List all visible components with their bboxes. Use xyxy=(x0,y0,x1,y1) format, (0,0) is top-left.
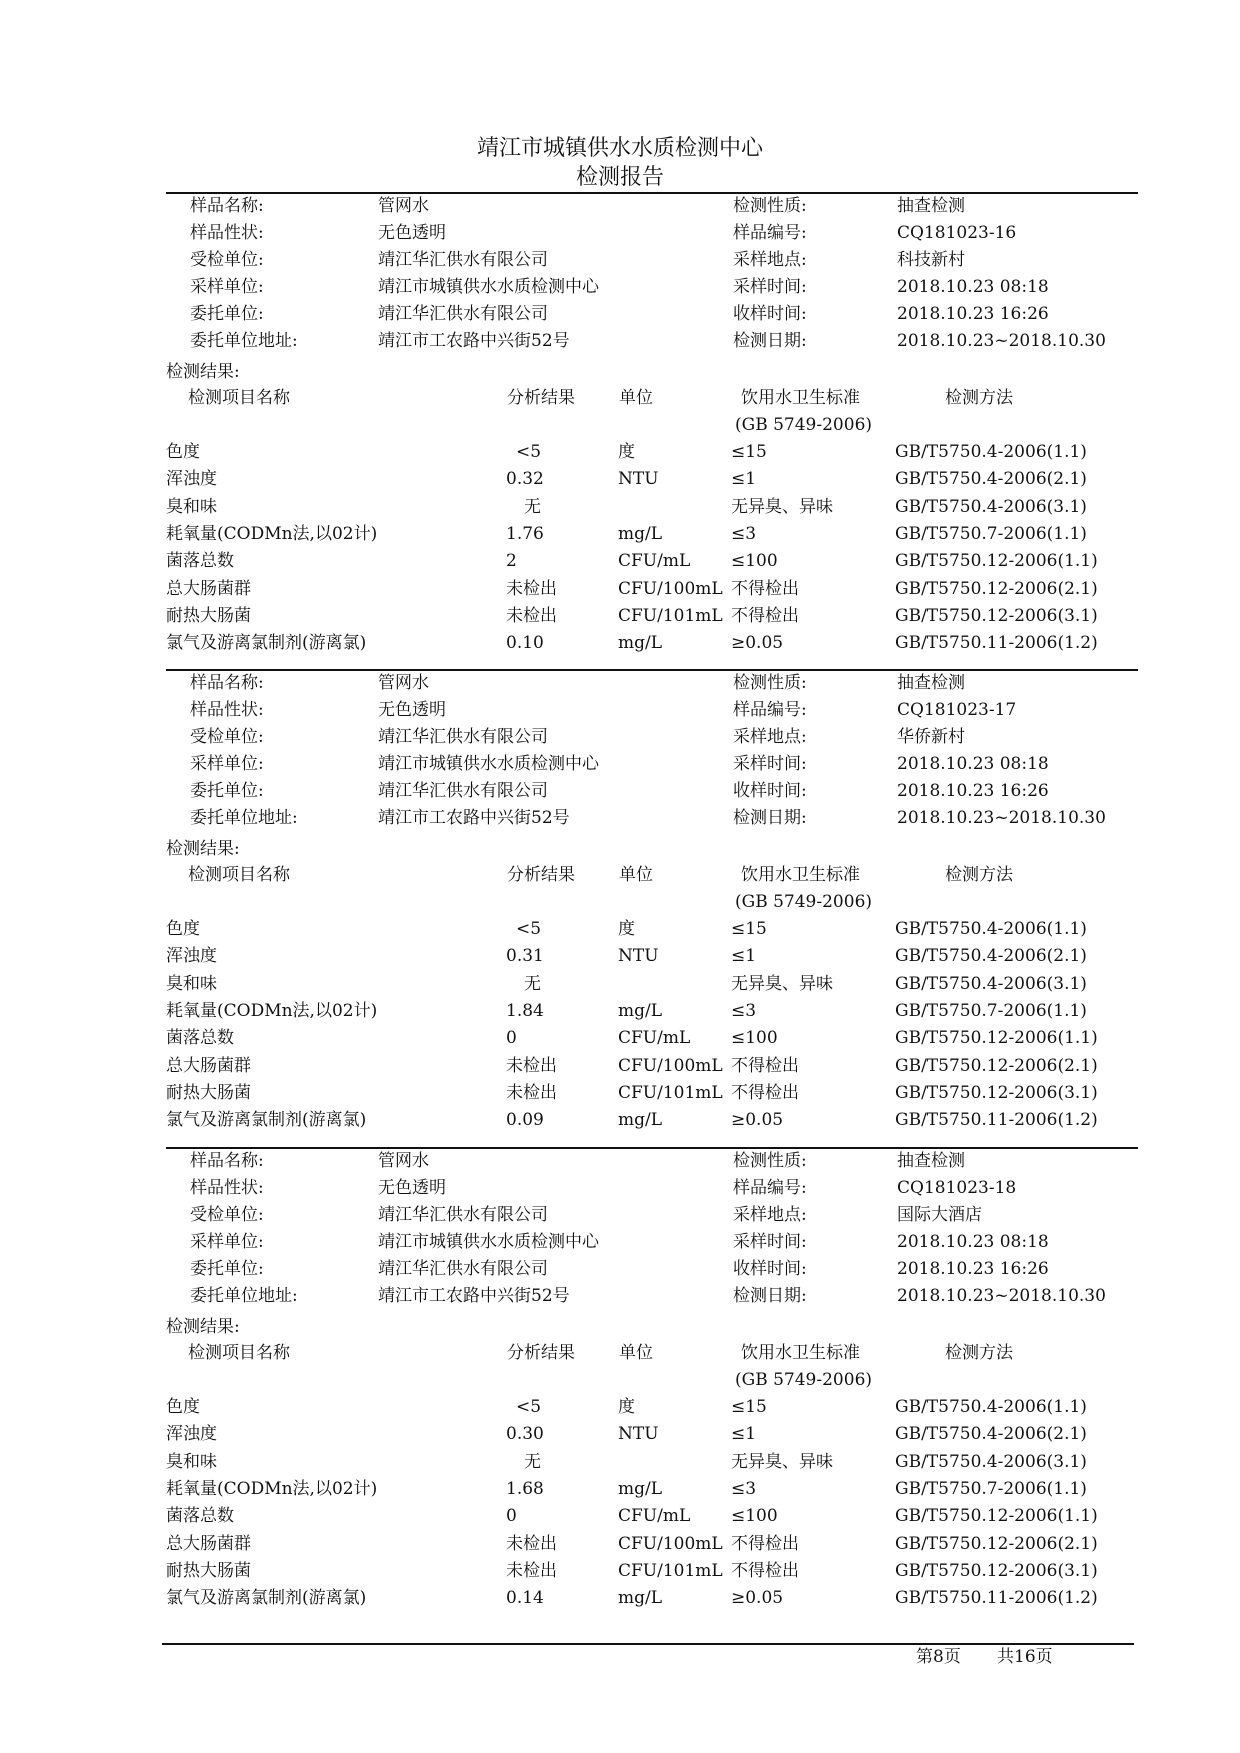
param-method: GB/T5750.12-2006(1.1) xyxy=(895,1506,1098,1527)
inspected-unit-label: 受检单位: xyxy=(190,1205,264,1225)
param-limit: 不得检出 xyxy=(731,605,799,626)
col-header-method: 检测方法 xyxy=(945,388,1013,408)
client-value: 靖江华汇供水有限公司 xyxy=(378,304,548,324)
sampling-unit-label: 采样单位: xyxy=(190,1232,264,1252)
col-header-unit: 单位 xyxy=(619,865,653,885)
client-value: 靖江华汇供水有限公司 xyxy=(378,1259,548,1279)
param-name: 臭和味 xyxy=(166,496,217,517)
client-label: 委托单位: xyxy=(190,304,264,324)
param-method: GB/T5750.7-2006(1.1) xyxy=(895,523,1087,544)
param-method: GB/T5750.7-2006(1.1) xyxy=(895,1478,1087,1499)
param-result: 0.14 xyxy=(506,1588,544,1609)
test-type-value: 抽查检测 xyxy=(897,1151,965,1171)
param-unit: mg/L xyxy=(618,1000,663,1021)
param-result: 无 xyxy=(524,496,541,517)
section-rule xyxy=(166,192,1138,194)
param-name: 色度 xyxy=(166,919,200,939)
sampling-time-value: 2018.10.23 08:18 xyxy=(897,1232,1049,1252)
param-method: GB/T5750.4-2006(2.1) xyxy=(895,469,1087,490)
param-limit: 不得检出 xyxy=(731,1533,799,1554)
param-name: 氯气及游离氯制剂(游离氯) xyxy=(166,1588,367,1609)
param-result: 1.84 xyxy=(506,1000,544,1021)
inspected-unit-value: 靖江华汇供水有限公司 xyxy=(378,250,548,270)
client-address-label: 委托单位地址: xyxy=(190,331,298,351)
col-header-item: 检测项目名称 xyxy=(188,865,290,885)
sample-name-label: 样品名称: xyxy=(190,673,264,693)
col-header-standard-ref: (GB 5749-2006) xyxy=(735,415,873,435)
sampling-unit-value: 靖江市城镇供水水质检测中心 xyxy=(378,277,599,297)
sample-block xyxy=(166,672,1138,1140)
param-limit: 无异臭、异味 xyxy=(731,496,833,517)
sample-no-label: 样品编号: xyxy=(733,700,807,720)
test-date-label: 检测日期: xyxy=(733,1286,807,1306)
param-method: GB/T5750.4-2006(1.1) xyxy=(895,919,1087,939)
sampling-time-label: 采样时间: xyxy=(733,754,807,774)
param-name: 浑浊度 xyxy=(166,946,217,967)
param-limit: ≤100 xyxy=(731,1506,778,1527)
sample-state-label: 样品性状: xyxy=(190,223,264,243)
param-method: GB/T5750.12-2006(3.1) xyxy=(895,605,1098,626)
param-result: <5 xyxy=(516,442,542,462)
client-address-label: 委托单位地址: xyxy=(190,808,298,828)
sampling-site-value: 科技新村 xyxy=(897,250,965,270)
param-method: GB/T5750.12-2006(3.1) xyxy=(895,1082,1098,1103)
receiving-time-value: 2018.10.23 16:26 xyxy=(897,1259,1049,1279)
param-limit: ≥0.05 xyxy=(731,1110,784,1131)
param-result: 1.68 xyxy=(506,1478,544,1499)
page-number: 第8页 xyxy=(916,1647,961,1667)
sample-name-value: 管网水 xyxy=(378,673,429,693)
sampling-site-value: 华侨新村 xyxy=(897,727,965,747)
param-method: GB/T5750.4-2006(3.1) xyxy=(895,973,1087,994)
param-result: <5 xyxy=(516,919,542,939)
param-limit: 不得检出 xyxy=(731,1560,799,1581)
param-result: 无 xyxy=(524,1451,541,1472)
param-limit: ≥0.05 xyxy=(731,1588,784,1609)
param-limit: 无异臭、异味 xyxy=(731,1451,833,1472)
sample-block xyxy=(166,1150,1138,1618)
col-header-standard-ref: (GB 5749-2006) xyxy=(735,1370,873,1390)
results-heading: 检测结果: xyxy=(166,1317,240,1337)
client-address-label: 委托单位地址: xyxy=(190,1286,298,1306)
test-type-label: 检测性质: xyxy=(733,673,807,693)
receiving-time-value: 2018.10.23 16:26 xyxy=(897,781,1049,801)
sampling-time-value: 2018.10.23 08:18 xyxy=(897,754,1049,774)
param-name: 耗氧量(CODMn法,以02计) xyxy=(166,523,378,544)
param-unit: CFU/100mL xyxy=(618,1533,723,1554)
param-name: 氯气及游离氯制剂(游离氯) xyxy=(166,1110,367,1131)
sample-name-value: 管网水 xyxy=(378,1151,429,1171)
param-unit: CFU/100mL xyxy=(618,1055,723,1076)
param-result: 未检出 xyxy=(506,605,557,626)
param-limit: ≤1 xyxy=(731,946,757,967)
param-unit: 度 xyxy=(618,919,635,939)
param-result: 0.09 xyxy=(506,1110,544,1131)
sampling-unit-value: 靖江市城镇供水水质检测中心 xyxy=(378,1232,599,1252)
param-result: 1.76 xyxy=(506,523,544,544)
param-method: GB/T5750.4-2006(3.1) xyxy=(895,1451,1087,1472)
col-header-result: 分析结果 xyxy=(507,865,575,885)
section-rule xyxy=(166,1147,1138,1149)
sample-state-value: 无色透明 xyxy=(378,223,446,243)
sampling-unit-value: 靖江市城镇供水水质检测中心 xyxy=(378,754,599,774)
receiving-time-value: 2018.10.23 16:26 xyxy=(897,304,1049,324)
param-unit: CFU/mL xyxy=(618,551,691,572)
param-result: 未检出 xyxy=(506,1055,557,1076)
inspected-unit-label: 受检单位: xyxy=(190,727,264,747)
sampling-unit-label: 采样单位: xyxy=(190,277,264,297)
param-limit: ≤15 xyxy=(731,919,767,939)
param-method: GB/T5750.4-2006(2.1) xyxy=(895,946,1087,967)
param-unit: NTU xyxy=(618,469,659,490)
param-unit: NTU xyxy=(618,946,659,967)
col-header-item: 检测项目名称 xyxy=(188,388,290,408)
param-result: <5 xyxy=(516,1397,542,1417)
param-result: 0 xyxy=(506,1506,517,1527)
param-name: 耐热大肠菌 xyxy=(166,1560,251,1581)
client-address-value: 靖江市工农路中兴街52号 xyxy=(378,1286,570,1306)
param-result: 0.10 xyxy=(506,633,544,654)
param-name: 色度 xyxy=(166,1397,200,1417)
param-limit: 不得检出 xyxy=(731,1082,799,1103)
report-title: 检测报告 xyxy=(575,165,664,190)
results-heading: 检测结果: xyxy=(166,362,240,382)
param-result: 0.31 xyxy=(506,946,544,967)
col-header-standard: 饮用水卫生标准 xyxy=(741,1343,860,1363)
sampling-time-label: 采样时间: xyxy=(733,277,807,297)
sample-state-value: 无色透明 xyxy=(378,700,446,720)
param-unit: CFU/100mL xyxy=(618,578,723,599)
param-name: 耐热大肠菌 xyxy=(166,1082,251,1103)
param-method: GB/T5750.12-2006(2.1) xyxy=(895,578,1098,599)
report-org-title: 靖江市城镇供水水质检测中心 xyxy=(476,136,763,161)
param-limit: ≤3 xyxy=(731,1000,757,1021)
sampling-site-label: 采样地点: xyxy=(733,1205,807,1225)
param-method: GB/T5750.4-2006(1.1) xyxy=(895,1397,1087,1417)
col-header-method: 检测方法 xyxy=(945,865,1013,885)
client-label: 委托单位: xyxy=(190,781,264,801)
param-unit: CFU/101mL xyxy=(618,605,723,626)
param-name: 臭和味 xyxy=(166,1451,217,1472)
client-address-value: 靖江市工农路中兴街52号 xyxy=(378,331,570,351)
sample-no-label: 样品编号: xyxy=(733,223,807,243)
inspected-unit-value: 靖江华汇供水有限公司 xyxy=(378,1205,548,1225)
param-name: 菌落总数 xyxy=(166,1506,234,1527)
sample-state-label: 样品性状: xyxy=(190,1178,264,1198)
test-date-label: 检测日期: xyxy=(733,331,807,351)
param-method: GB/T5750.12-2006(1.1) xyxy=(895,551,1098,572)
param-method: GB/T5750.4-2006(1.1) xyxy=(895,442,1087,462)
param-unit: CFU/mL xyxy=(618,1506,691,1527)
param-limit: ≤3 xyxy=(731,523,757,544)
param-result: 0 xyxy=(506,1028,517,1049)
param-unit: CFU/mL xyxy=(618,1028,691,1049)
test-date-value: 2018.10.23~2018.10.30 xyxy=(897,1286,1106,1306)
param-limit: ≤100 xyxy=(731,1028,778,1049)
param-method: GB/T5750.4-2006(3.1) xyxy=(895,496,1087,517)
test-type-label: 检测性质: xyxy=(733,1151,807,1171)
param-unit: mg/L xyxy=(618,523,663,544)
param-unit: CFU/101mL xyxy=(618,1560,723,1581)
param-unit: mg/L xyxy=(618,1478,663,1499)
param-limit: ≤1 xyxy=(731,1424,757,1445)
results-heading: 检测结果: xyxy=(166,839,240,859)
sampling-unit-label: 采样单位: xyxy=(190,754,264,774)
sample-name-value: 管网水 xyxy=(378,196,429,216)
param-method: GB/T5750.11-2006(1.2) xyxy=(895,633,1098,654)
param-method: GB/T5750.11-2006(1.2) xyxy=(895,1110,1098,1131)
param-name: 总大肠菌群 xyxy=(166,578,251,599)
test-date-value: 2018.10.23~2018.10.30 xyxy=(897,808,1106,828)
sampling-time-label: 采样时间: xyxy=(733,1232,807,1252)
param-name: 耗氧量(CODMn法,以02计) xyxy=(166,1478,378,1499)
param-name: 浑浊度 xyxy=(166,469,217,490)
section-rule xyxy=(166,669,1138,671)
col-header-standard: 饮用水卫生标准 xyxy=(741,388,860,408)
param-name: 浑浊度 xyxy=(166,1424,217,1445)
param-name: 总大肠菌群 xyxy=(166,1055,251,1076)
client-address-value: 靖江市工农路中兴街52号 xyxy=(378,808,570,828)
param-method: GB/T5750.12-2006(2.1) xyxy=(895,1055,1098,1076)
param-result: 2 xyxy=(506,551,517,572)
param-method: GB/T5750.4-2006(2.1) xyxy=(895,1424,1087,1445)
param-method: GB/T5750.7-2006(1.1) xyxy=(895,1000,1087,1021)
param-unit: 度 xyxy=(618,442,635,462)
param-method: GB/T5750.12-2006(2.1) xyxy=(895,1533,1098,1554)
receiving-time-label: 收样时间: xyxy=(733,781,807,801)
sampling-site-value: 国际大酒店 xyxy=(897,1205,982,1225)
test-date-label: 检测日期: xyxy=(733,808,807,828)
param-limit: 不得检出 xyxy=(731,1055,799,1076)
page-total: 共16页 xyxy=(997,1647,1053,1667)
col-header-unit: 单位 xyxy=(619,1343,653,1363)
col-header-result: 分析结果 xyxy=(507,1343,575,1363)
param-name: 耐热大肠菌 xyxy=(166,605,251,626)
param-limit: 不得检出 xyxy=(731,578,799,599)
param-unit: mg/L xyxy=(618,633,663,654)
param-method: GB/T5750.11-2006(1.2) xyxy=(895,1588,1098,1609)
param-name: 氯气及游离氯制剂(游离氯) xyxy=(166,633,367,654)
param-limit: ≥0.05 xyxy=(731,633,784,654)
sampling-site-label: 采样地点: xyxy=(733,250,807,270)
sample-no-value: CQ181023-17 xyxy=(897,700,1017,720)
param-limit: 无异臭、异味 xyxy=(731,973,833,994)
param-unit: NTU xyxy=(618,1424,659,1445)
col-header-item: 检测项目名称 xyxy=(188,1343,290,1363)
param-name: 耗氧量(CODMn法,以02计) xyxy=(166,1000,378,1021)
param-limit: ≤100 xyxy=(731,551,778,572)
test-type-value: 抽查检测 xyxy=(897,673,965,693)
client-label: 委托单位: xyxy=(190,1259,264,1279)
param-result: 未检出 xyxy=(506,578,557,599)
param-unit: mg/L xyxy=(618,1110,663,1131)
param-name: 色度 xyxy=(166,442,200,462)
sample-state-label: 样品性状: xyxy=(190,700,264,720)
receiving-time-label: 收样时间: xyxy=(733,1259,807,1279)
receiving-time-label: 收样时间: xyxy=(733,304,807,324)
sampling-site-label: 采样地点: xyxy=(733,727,807,747)
param-result: 无 xyxy=(524,973,541,994)
col-header-standard: 饮用水卫生标准 xyxy=(741,865,860,885)
param-method: GB/T5750.12-2006(1.1) xyxy=(895,1028,1098,1049)
test-type-value: 抽查检测 xyxy=(897,196,965,216)
inspected-unit-label: 受检单位: xyxy=(190,250,264,270)
sample-state-value: 无色透明 xyxy=(378,1178,446,1198)
param-method: GB/T5750.12-2006(3.1) xyxy=(895,1560,1098,1581)
param-result: 未检出 xyxy=(506,1560,557,1581)
inspected-unit-value: 靖江华汇供水有限公司 xyxy=(378,727,548,747)
sample-no-value: CQ181023-18 xyxy=(897,1178,1017,1198)
param-result: 未检出 xyxy=(506,1082,557,1103)
param-limit: ≤15 xyxy=(731,1397,767,1417)
sample-no-value: CQ181023-16 xyxy=(897,223,1017,243)
param-name: 菌落总数 xyxy=(166,551,234,572)
sample-no-label: 样品编号: xyxy=(733,1178,807,1198)
param-result: 0.32 xyxy=(506,469,544,490)
param-name: 总大肠菌群 xyxy=(166,1533,251,1554)
sample-name-label: 样品名称: xyxy=(190,1151,264,1171)
col-header-method: 检测方法 xyxy=(945,1343,1013,1363)
sample-block xyxy=(166,195,1138,663)
param-result: 0.30 xyxy=(506,1424,544,1445)
param-unit: 度 xyxy=(618,1397,635,1417)
param-name: 菌落总数 xyxy=(166,1028,234,1049)
param-unit: mg/L xyxy=(618,1588,663,1609)
param-limit: ≤3 xyxy=(731,1478,757,1499)
param-unit: CFU/101mL xyxy=(618,1082,723,1103)
param-limit: ≤15 xyxy=(731,442,767,462)
client-value: 靖江华汇供水有限公司 xyxy=(378,781,548,801)
footer-rule xyxy=(162,1643,1134,1645)
col-header-result: 分析结果 xyxy=(507,388,575,408)
col-header-standard-ref: (GB 5749-2006) xyxy=(735,892,873,912)
param-name: 臭和味 xyxy=(166,973,217,994)
sampling-time-value: 2018.10.23 08:18 xyxy=(897,277,1049,297)
sample-name-label: 样品名称: xyxy=(190,196,264,216)
param-limit: ≤1 xyxy=(731,469,757,490)
param-result: 未检出 xyxy=(506,1533,557,1554)
col-header-unit: 单位 xyxy=(619,388,653,408)
test-date-value: 2018.10.23~2018.10.30 xyxy=(897,331,1106,351)
test-type-label: 检测性质: xyxy=(733,196,807,216)
